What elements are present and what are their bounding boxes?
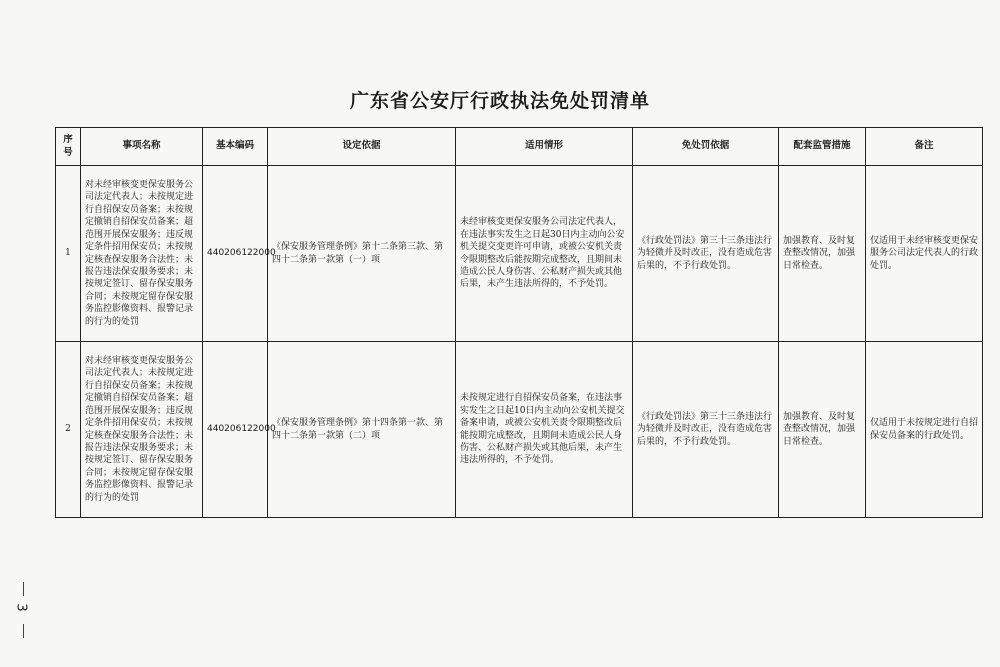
table-header-row bbox=[56, 128, 983, 166]
header-item-name: 事项名称 bbox=[81, 128, 203, 166]
header-code: 基本编码 bbox=[203, 128, 268, 166]
cell-exemption-basis: 《行政处罚法》第三十三条违法行为轻微并及时改正，没有造成危害后果的，不予行政处罚。 bbox=[633, 166, 779, 342]
header-measures: 配套监管措施 bbox=[779, 128, 866, 166]
cell-remarks: 仅适用于未经审核变更保安服务公司法定代表人的行政处罚。 bbox=[866, 166, 983, 342]
table-row bbox=[56, 166, 983, 342]
cell-basis: 《保安服务管理条例》第十四条第一款、第四十二条第一款第（二）项 bbox=[268, 342, 456, 518]
cell-conditions: 未经审核变更保安服务公司法定代表人，在违法事实发生之日起30日内主动向公安机关提交变更许可申请，或被公安机关责令限期整改后能按期完成整改，且期间未造成公民人身伤害、公私财产损失或其他后果，未产生违法所得的，不予处罚。 bbox=[456, 166, 633, 342]
cell-exemption-basis: 《行政处罚法》第三十三条违法行为轻微并及时改正，没有造成危害后果的，不予行政处罚。 bbox=[633, 342, 779, 518]
cell-seq: 1 bbox=[56, 166, 81, 342]
header-basis: 设定依据 bbox=[268, 128, 456, 166]
exemption-table bbox=[55, 127, 983, 518]
cell-measures: 加强教育、及时复查整改情况，加强日常检查。 bbox=[779, 342, 866, 518]
table-row bbox=[56, 342, 983, 518]
cell-code: 440206122000 bbox=[203, 166, 268, 342]
header-conditions: 适用情形 bbox=[456, 128, 633, 166]
header-remarks: 备注 bbox=[866, 128, 983, 166]
page-number-rule-bottom bbox=[23, 624, 24, 638]
cell-item-name: 对未经审核变更保安服务公司法定代表人；未按规定进行自招保安员备案；未按规定撤销自招保安员备案；超范围开展保安服务；违反规定条件招用保安员；未按规定核查保安服务合法性；未报告违法保安服务要求；未按规定签订、留存保安服务合同；未按规定留存保安服务监控影像资料、报警记录的行为的处罚 bbox=[81, 342, 203, 518]
cell-item-name: 对未经审核变更保安服务公司法定代表人；未按规定进行自招保安员备案；未按规定撤销自招保安员备案；超范围开展保安服务；违反规定条件招用保安员；未按规定核查保安服务合法性；未报告违法保安服务要求；未按规定签订、留存保安服务合同；未按规定留存保安服务监控影像资料、报警记录的行为的处罚 bbox=[81, 166, 203, 342]
cell-measures: 加强教育、及时复查整改情况，加强日常检查。 bbox=[779, 166, 866, 342]
header-seq: 序号 bbox=[56, 128, 81, 166]
cell-seq: 2 bbox=[56, 342, 81, 518]
cell-basis: 《保安服务管理条例》第十二条第三款、第四十二条第一款第（一）项 bbox=[268, 166, 456, 342]
cell-remarks: 仅适用于未按规定进行自招保安员备案的行政处罚。 bbox=[866, 342, 983, 518]
page-number-rule-top bbox=[23, 582, 24, 596]
page-number: 3 bbox=[13, 603, 29, 612]
cell-conditions: 未按规定进行自招保安员备案，在违法事实发生之日起10日内主动向公安机关提交备案申请，或被公安机关责令限期整改后能按期完成整改，且期间未造成公民人身伤害、公私财产损失或其他后果，未产生违法所得的，不予处罚。 bbox=[456, 342, 633, 518]
header-exemption-basis: 免处罚依据 bbox=[633, 128, 779, 166]
page-title: 广东省公安厅行政执法免处罚清单 bbox=[349, 90, 650, 112]
cell-code: 440206122000 bbox=[203, 342, 268, 518]
page-number-mark bbox=[14, 582, 34, 642]
